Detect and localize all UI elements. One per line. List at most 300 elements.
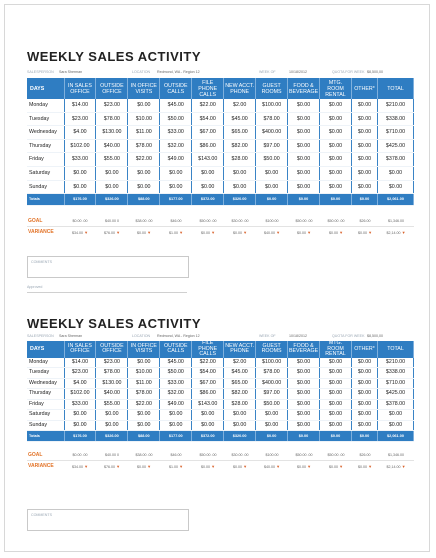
variance-value: $0.00 [232,464,242,469]
table-cell[interactable]: $0.00 [288,368,320,379]
table-cell[interactable]: $0.00 [64,166,96,180]
table-cell[interactable]: $0.00 [378,410,414,421]
sales-sheet-1 [27,49,414,237]
table-cell[interactable]: $0.00 [256,166,288,180]
table-cell[interactable]: $0.00 [256,410,288,421]
total-cell: $0.00 [320,431,352,442]
table-cell[interactable]: $130.00 [96,126,128,140]
variance-value: $0.00 [357,464,367,469]
table-cell[interactable]: $23.00 [64,368,96,379]
column-header: OTHER* [352,78,378,99]
table-cell[interactable]: $0.00 [128,180,160,194]
goal-cell[interactable]: $38.00 .00 [128,450,160,461]
variance-cell [128,461,160,472]
day-label: Monday [27,358,64,368]
table-cell[interactable]: $0.00 [352,378,378,389]
table-cell[interactable]: $0.00 [352,112,378,126]
quota-label: QUOTA FOR WEEK [332,334,365,338]
variance-value: $76.00 [103,230,115,235]
sales-table [27,78,414,206]
table-cell[interactable]: $0.00 [224,180,256,194]
table-cell[interactable]: $0.00 [288,139,320,153]
salesperson-value: Sara Sherman [59,70,83,74]
variance-value: $0.00 [328,230,338,235]
table-cell[interactable]: $0.00 [352,180,378,194]
table-cell[interactable]: $55.00 [96,153,128,167]
variance-cell [160,461,192,472]
goal-cell[interactable]: $50.00 .00 [288,216,320,227]
goal-cell[interactable]: $100.00 [256,216,288,227]
table-cell[interactable]: $0.00 [352,99,378,112]
table-cell[interactable]: $45.00 [224,368,256,379]
table-cell[interactable]: $400.00 [256,126,288,140]
table-cell[interactable]: $710.00 [378,126,414,140]
table-cell[interactable]: $0.00 [128,99,160,112]
goal-cell[interactable]: $50.00 .00 [192,216,224,227]
variance-cell [256,461,288,472]
table-cell[interactable]: $50.00 [256,153,288,167]
variance-value: $0.00 [357,230,367,235]
table-cell[interactable]: $10.00 [128,112,160,126]
page-title: WEEKLY SALES ACTIVITY [27,316,201,331]
variance-cell [288,461,320,472]
column-header: MTG. ROOM RENTAL [320,78,352,99]
total-cell: $0.00 [320,194,352,206]
table-cell[interactable]: $0.00 [256,180,288,194]
table-cell[interactable]: $45.00 [160,99,192,112]
table-cell[interactable]: $54.00 [192,368,224,379]
week-of-label: WEEK OF [259,70,276,74]
variance-value: $34.00 [71,230,83,235]
table-cell[interactable]: $22.00 [192,99,224,112]
table-cell[interactable]: $0.00 [128,358,160,368]
table-cell[interactable]: $0.00 [320,410,352,421]
table-row [27,368,414,379]
table-cell[interactable]: $0.00 [96,180,128,194]
variance-value: $0.00 [328,464,338,469]
table-cell[interactable]: $0.00 [224,166,256,180]
down-arrow-icon: ▼ [145,229,152,235]
day-label: Thursday [27,139,64,153]
goal-cell[interactable]: $50.00 .00 [192,450,224,461]
down-arrow-icon: ▼ [241,229,248,235]
goal-cell[interactable]: $38.00 .00 [128,216,160,227]
table-cell[interactable]: $0.00 [160,166,192,180]
table-cell[interactable]: $0.00 [288,389,320,400]
goal-row [27,216,414,227]
table-cell[interactable]: $22.00 [128,399,160,410]
variance-value: $0.00 [200,464,210,469]
total-cell: $177.00 [160,194,192,206]
total-cell: $2,061.00 [378,194,414,206]
variance-cell [224,461,256,472]
table-cell[interactable]: $0.00 [320,180,352,194]
variance-label: VARIANCE [28,463,54,469]
table-cell[interactable]: $0.00 [288,358,320,368]
table-cell[interactable]: $97.00 [256,389,288,400]
table-cell[interactable]: $100.00 [256,358,288,368]
goal-cell[interactable]: $40.00 0 [96,216,128,227]
day-label: Friday [27,153,64,167]
variance-value: $40.00 [263,230,275,235]
location-label: LOCATION [132,70,151,74]
table-cell[interactable]: $0.00 [224,420,256,431]
table-cell[interactable]: $65.00 [224,126,256,140]
table-cell[interactable]: $425.00 [378,389,414,400]
page-title: WEEKLY SALES ACTIVITY [27,49,201,64]
table-row [27,399,414,410]
table-cell[interactable]: $28.00 [224,153,256,167]
down-arrow-icon: ▼ [241,463,248,469]
comments-box[interactable] [27,509,189,531]
table-cell[interactable]: $23.00 [64,112,96,126]
goal-cell[interactable]: $0.00 .00 [64,450,96,461]
table-cell[interactable]: $0.00 [288,112,320,126]
salesperson-label: SALESPERSON [27,70,54,74]
table-cell[interactable]: $0.00 [96,420,128,431]
approved-signature-line[interactable] [27,292,187,293]
table-cell[interactable]: $130.00 [96,378,128,389]
summary-body [27,450,414,471]
day-label: Tuesday [27,368,64,379]
table-cell[interactable]: $33.00 [160,378,192,389]
table-cell[interactable]: $0.00 [320,99,352,112]
table-cell[interactable]: $0.00 [64,410,96,421]
column-header: FILE PHONE CALLS [192,78,224,99]
table-cell[interactable]: $0.00 [192,420,224,431]
table-cell[interactable]: $50.00 [256,399,288,410]
down-arrow-icon: ▼ [177,229,184,235]
table-cell[interactable]: $400.00 [256,378,288,389]
table-cell[interactable]: $82.00 [224,389,256,400]
table-cell[interactable]: $0.00 [96,166,128,180]
table-cell[interactable]: $0.00 [288,180,320,194]
variance-cell [352,461,378,472]
table-cell[interactable]: $0.00 [160,420,192,431]
total-cell: $176.00 [64,431,96,442]
goal-cell[interactable]: $1,346.00 [378,216,414,227]
table-cell[interactable]: $710.00 [378,378,414,389]
table-cell[interactable]: $33.00 [160,126,192,140]
table-cell[interactable]: $49.00 [160,399,192,410]
table-cell[interactable]: $338.00 [378,112,414,126]
table-cell[interactable]: $23.00 [96,99,128,112]
variance-cell [96,461,128,472]
variance-row [27,461,414,472]
table-header-row [27,341,414,358]
table-cell[interactable]: $0.00 [352,126,378,140]
variance-value: $0.00 [136,230,146,235]
table-cell[interactable]: $0.00 [96,410,128,421]
table-cell[interactable]: $143.00 [192,153,224,167]
total-cell: $326.00 [96,431,128,442]
table-cell[interactable]: $49.00 [160,153,192,167]
variance-cell [128,227,160,238]
table-cell[interactable]: $0.00 [288,126,320,140]
salesperson-value: Sara Sherman [59,334,83,338]
meta-row [27,333,414,341]
table-cell[interactable]: $97.00 [256,139,288,153]
goal-cell[interactable]: $0.00 .00 [64,216,96,227]
variance-cell [352,227,378,238]
goal-cell[interactable]: $50.00 .00 [288,450,320,461]
quota-value: $8,500,00 [367,70,383,74]
table-cell[interactable]: $32.00 [160,139,192,153]
location-value: Redmond, WA - Region 12 [157,70,200,74]
table-cell[interactable]: $0.00 [320,399,352,410]
table-cell[interactable]: $14.00 [64,99,96,112]
goal-cell[interactable]: $40.00 0 [96,450,128,461]
table-cell[interactable]: $338.00 [378,368,414,379]
table-cell[interactable]: $78.00 [128,389,160,400]
table-cell[interactable]: $0.00 [288,410,320,421]
down-arrow-icon: ▼ [274,229,281,235]
table-cell[interactable]: $0.00 [320,166,352,180]
table-cell[interactable]: $33.00 [64,153,96,167]
table-cell[interactable]: $0.00 [288,420,320,431]
table-cell[interactable]: $0.00 [64,420,96,431]
variance-value: $40.00 [263,464,275,469]
totals-row [27,194,414,206]
total-cell: $0.00 [256,431,288,442]
down-arrow-icon: ▼ [114,229,121,235]
variance-cell [224,227,256,238]
table-cell[interactable]: $0.00 [320,153,352,167]
variance-label: VARIANCE [28,229,54,236]
table-cell[interactable]: $0.00 [320,126,352,140]
table-cell[interactable]: $78.00 [96,368,128,379]
table-cell[interactable]: $67.00 [192,126,224,140]
variance-value: $2,14.00 [386,464,401,469]
goal-cell[interactable]: $100.00 [256,450,288,461]
table-cell[interactable]: $40.00 [96,139,128,153]
table-cell[interactable]: $0.00 [352,399,378,410]
day-label: Sunday [27,420,64,431]
table-cell[interactable]: $0.00 [256,420,288,431]
table-cell[interactable]: $55.00 [96,399,128,410]
table-body [27,99,414,206]
table-cell[interactable]: $100.00 [256,99,288,112]
table-cell[interactable]: $33.00 [64,399,96,410]
table-row [27,126,414,140]
down-arrow-icon: ▼ [177,463,184,469]
table-cell[interactable]: $28.00 [224,399,256,410]
table-cell[interactable]: $0.00 [352,166,378,180]
goal-cell[interactable]: $26.00 [352,450,378,461]
total-cell: $320.00 [224,194,256,206]
approved-label: Approved [27,285,43,289]
table-cell[interactable]: $378.00 [378,153,414,167]
goal-cell[interactable]: $50.00 .00 [320,450,352,461]
variance-value: $0.00 [136,464,146,469]
table-cell[interactable]: $0.00 [288,399,320,410]
table-cell[interactable]: $2.00 [224,358,256,368]
variance-cell [288,227,320,238]
table-cell[interactable]: $378.00 [378,399,414,410]
total-cell: $0.00 [288,194,320,206]
table-cell[interactable]: $2.00 [224,99,256,112]
goal-cell[interactable]: $46.00 [160,450,192,461]
table-cell[interactable]: $65.00 [224,378,256,389]
total-cell: $0.00 [288,431,320,442]
table-cell[interactable]: $82.00 [224,139,256,153]
table-cell[interactable]: $0.00 [320,112,352,126]
table-cell[interactable]: $50.00 [160,112,192,126]
table-cell[interactable]: $0.00 [160,410,192,421]
down-arrow-icon: ▼ [145,463,152,469]
table-cell[interactable]: $0.00 [288,99,320,112]
quota-value: $8,500,00 [367,334,383,338]
table-cell[interactable]: $0.00 [320,368,352,379]
total-cell: $320.00 [224,431,256,442]
summary-body [27,216,414,237]
table-cell[interactable]: $86.00 [192,139,224,153]
table-cell[interactable]: $0.00 [352,420,378,431]
goal-cell[interactable]: $46.00 [160,216,192,227]
table-row [27,153,414,167]
table-cell[interactable]: $102.00 [64,139,96,153]
sales-table [27,341,414,442]
table-cell[interactable]: $0.00 [352,410,378,421]
sales-sheet-2 [27,316,414,471]
summary-table [27,450,414,471]
comments-label: COMMENTS [31,260,52,264]
down-arrow-icon: ▼ [305,229,312,235]
table-row [27,420,414,431]
week-of-label: WEEK OF [259,334,276,338]
table-cell[interactable]: $425.00 [378,139,414,153]
comments-label: COMMENTS [31,513,52,517]
table-row [27,180,414,194]
column-header: IN SALES OFFICE [64,78,96,99]
table-cell[interactable]: $0.00 [320,389,352,400]
goal-cell[interactable]: $30.00 .00 [224,216,256,227]
table-cell[interactable]: $0.00 [320,420,352,431]
table-cell[interactable]: $0.00 [64,180,96,194]
goal-cell[interactable]: $1,346.00 [378,450,414,461]
column-header: DAYS [27,341,64,358]
table-cell[interactable]: $0.00 [128,410,160,421]
table-cell[interactable]: $0.00 [224,410,256,421]
column-header: OUTSIDE OFFICE [96,78,128,99]
day-label: Friday [27,399,64,410]
table-cell[interactable]: $0.00 [378,166,414,180]
table-cell[interactable]: $0.00 [288,378,320,389]
table-cell[interactable]: $45.00 [160,358,192,368]
table-cell[interactable]: $0.00 [288,166,320,180]
table-cell[interactable]: $32.00 [160,389,192,400]
summary-table [27,216,414,237]
column-header: TOTAL [378,341,414,358]
table-header-row [27,78,414,99]
table-cell[interactable]: $0.00 [320,139,352,153]
table-cell[interactable]: $40.00 [96,389,128,400]
table-cell[interactable]: $210.00 [378,99,414,112]
table-cell[interactable]: $14.00 [64,358,96,368]
column-header: NEW ACCT. PHONE [224,78,256,99]
variance-value: $0.00 [296,464,306,469]
table-cell[interactable]: $0.00 [192,166,224,180]
week-of-value: 10/18/2012 [289,334,307,338]
down-arrow-icon: ▼ [114,463,121,469]
table-cell[interactable]: $0.00 [378,420,414,431]
table-cell[interactable]: $11.00 [128,378,160,389]
table-cell[interactable]: $67.00 [192,378,224,389]
table-cell[interactable]: $0.00 [160,180,192,194]
table-cell[interactable]: $54.00 [192,112,224,126]
table-cell[interactable]: $210.00 [378,358,414,368]
variance-value: $0.00 [200,230,210,235]
column-header: OUTSIDE OFFICE [96,341,128,358]
table-cell[interactable]: $0.00 [378,180,414,194]
table-cell[interactable]: $23.00 [96,358,128,368]
column-header: GUEST ROOMS [256,341,288,358]
table-cell[interactable]: $86.00 [192,389,224,400]
table-cell[interactable]: $0.00 [192,180,224,194]
down-arrow-icon: ▼ [400,229,406,235]
table-cell[interactable]: $78.00 [128,139,160,153]
table-cell[interactable]: $78.00 [256,112,288,126]
table-cell[interactable]: $11.00 [128,126,160,140]
table-cell[interactable]: $0.00 [320,378,352,389]
variance-cell [96,227,128,238]
goal-cell[interactable]: $30.00 .00 [224,450,256,461]
total-cell: $372.00 [192,194,224,206]
table-cell[interactable]: $22.00 [192,358,224,368]
table-cell[interactable]: $0.00 [288,153,320,167]
column-header: FOOD & BEVERAGE [288,341,320,358]
table-cell[interactable]: $50.00 [160,368,192,379]
table-cell[interactable]: $0.00 [352,153,378,167]
table-cell[interactable]: $0.00 [320,358,352,368]
goal-cell[interactable]: $26.00 [352,216,378,227]
table-row [27,166,414,180]
table-cell[interactable]: $78.00 [96,112,128,126]
total-cell: $177.00 [160,431,192,442]
table-row [27,358,414,368]
table-cell[interactable]: $0.00 [352,139,378,153]
comments-box[interactable] [27,256,189,278]
table-cell[interactable]: $0.00 [192,410,224,421]
table-cell[interactable]: $143.00 [192,399,224,410]
column-header: OTHER* [352,341,378,358]
table-cell[interactable]: $0.00 [128,166,160,180]
table-cell[interactable]: $102.00 [64,389,96,400]
table-cell[interactable]: $0.00 [352,389,378,400]
day-label: Sunday [27,180,64,194]
goal-cell[interactable]: $50.00 .00 [320,216,352,227]
variance-value: $2,14.00 [386,230,401,235]
table-cell[interactable]: $0.00 [128,420,160,431]
meta-row [27,68,414,78]
total-cell: $88.00 [128,194,160,206]
total-cell: $176.00 [64,194,96,206]
table-cell[interactable]: $4.00 [64,378,96,389]
table-row [27,389,414,400]
variance-value: $0.00 [232,230,242,235]
table-cell[interactable]: $22.00 [128,153,160,167]
column-header: IN OFFICE VISITS [128,78,160,99]
table-cell[interactable]: $10.00 [128,368,160,379]
variance-cell [192,461,224,472]
day-label: Thursday [27,389,64,400]
variance-value: $76.00 [103,464,115,469]
table-cell[interactable]: $78.00 [256,368,288,379]
table-cell[interactable]: $45.00 [224,112,256,126]
table-cell[interactable]: $0.00 [352,358,378,368]
table-cell[interactable]: $0.00 [352,368,378,379]
table-cell[interactable]: $4.00 [64,126,96,140]
